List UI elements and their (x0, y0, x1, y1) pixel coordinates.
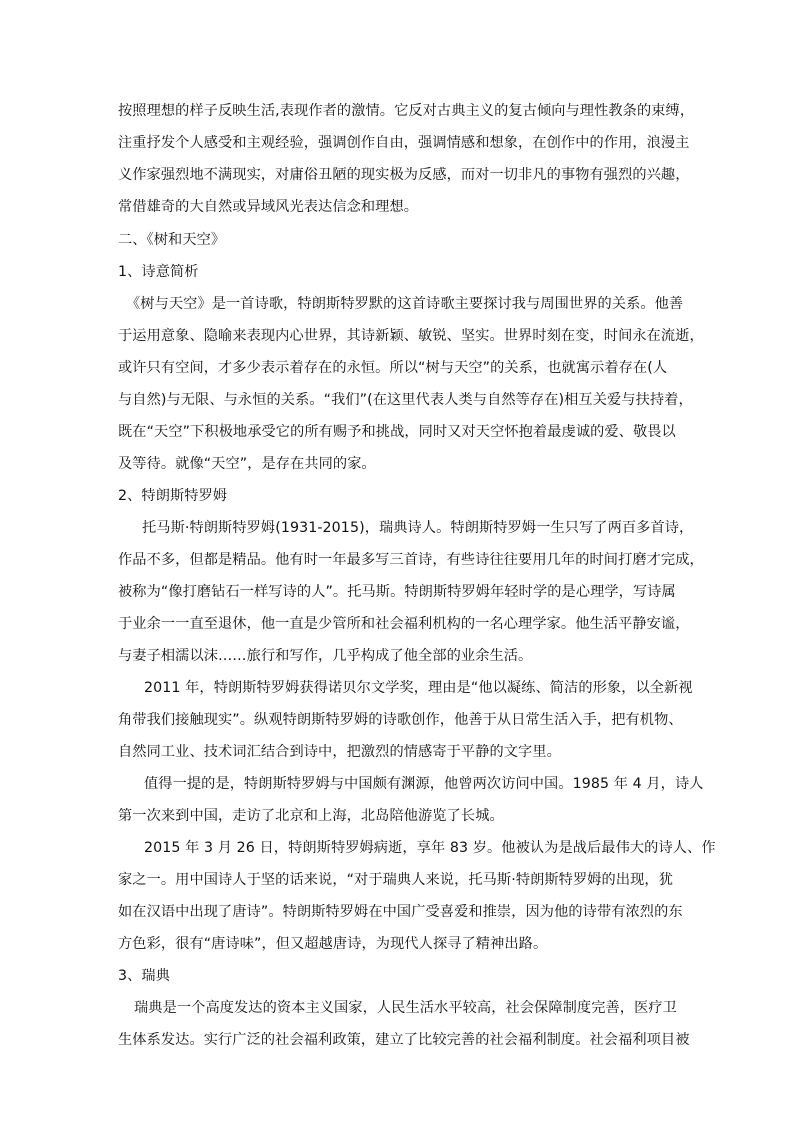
paragraph-romanticism-line-3: 义作家强烈地不满现实，对庸俗丑陋的现实极为反感，而对一切非凡的事物有强烈的兴趣， (118, 167, 690, 183)
subheading-sweden: 3、瑞典 (118, 968, 170, 984)
paragraph-china-line-1: 值得一提的是，特朗斯特罗姆与中国颇有渊源，他曾两次访问中国。1985 年 4 月，诗人 (144, 776, 704, 792)
paragraph-poem-line-2: 于运用意象、隐喻来表现内心世界，其诗新颖、敏锐、坚实。世界时刻在变，时间永在流逝， (118, 328, 704, 344)
paragraph-china-line-2: 第一次来到中国，走访了北京和上海，北岛陪他游览了长城。 (118, 808, 504, 824)
paragraph-death-line-2: 家之一。用中国诗人于坚的话来说，“对于瑞典人来说，托马斯·特朗斯特罗姆的出现，犹 (118, 872, 673, 888)
paragraph-poem-line-5: 既在“天空”下积极地承受它的所有赐予和挑战，同时又对天空怀抱着最虔诚的爱、敬畏以 (118, 424, 676, 440)
paragraph-poem-line-4: 与自然)与无限、与永恒的关系。“我们”(在这里代表人类与自然等存在)相互关爱与扶持着， (118, 392, 693, 408)
paragraph-romanticism-line-2: 注重抒发个人感受和主观经验，强调创作自由，强调情感和想象，在创作中的作用，浪漫主 (118, 135, 690, 151)
paragraph-bio-line-5: 与妻子相濡以沫……旅行和写作，几乎构成了他全部的业余生活。 (118, 648, 533, 664)
paragraph-death-line-3: 如在汉语中出现了唐诗”。特朗斯特罗姆在中国广受喜爱和推崇，因为他的诗带有浓烈的东 (118, 904, 683, 920)
paragraph-romanticism-line-4: 常借雄奇的大自然或异域风光表达信念和理想。 (118, 199, 419, 215)
paragraph-bio-line-2: 作品不多，但都是精品。他有时一年最多写三首诗，有些诗往往要用几年的时间打磨才完成， (118, 552, 704, 568)
paragraph-death-line-1: 2015 年 3 月 26 日，特朗斯特罗姆病逝，享年 83 岁。他被认为是战后最伟大的诗人、作 (144, 840, 716, 856)
paragraph-romanticism-line-1: 按照理想的样子反映生活,表现作者的激情。它反对古典主义的复古倾向与理性教条的束缚， (118, 103, 695, 119)
paragraph-sweden-line-2: 生体系发达。实行广泛的社会福利政策，建立了比较完善的社会福利制度。社会福利项目被 (118, 1032, 690, 1048)
paragraph-poem-line-3: 或许只有空间，才多少表示着存在的永恒。所以“树与天空”的关系，也就寓示着存在(人 (118, 360, 668, 376)
paragraph-nobel-line-1: 2011 年，特朗斯特罗姆获得诺贝尔文学奖，理由是“他以凝练、简洁的形象，以全新视 (144, 680, 693, 696)
section-heading-tree-and-sky: 二、《树和天空》 (118, 232, 226, 248)
paragraph-bio-line-1: 托马斯·特朗斯特罗姆(1931-2015)，瑞典诗人。特朗斯特罗姆一生只写了两百多首诗， (142, 520, 694, 536)
paragraph-poem-line-6: 及等待。就像“天空”，是存在共同的家。 (118, 456, 376, 472)
paragraph-bio-line-3: 被称为“像打磨钻石一样写诗的人”。托马斯。特朗斯特罗姆年轻时学的是心理学，写诗属 (118, 584, 676, 600)
paragraph-bio-line-4: 于业余一一直至退休，他一直是少管所和社会福利机构的一名心理学家。他生活平静安谧， (118, 616, 690, 632)
paragraph-nobel-line-2: 角带我们接触现实”。纵观特朗斯特罗姆的诗歌创作，他善于从日常生活入手，把有机物、 (118, 712, 683, 728)
subheading-transtromer: 2、特朗斯特罗姆 (118, 488, 228, 504)
paragraph-sweden-line-1: 瑞典是一个高度发达的资本主义国家，人民生活水平较高，社会保障制度完善，医疗卫 (134, 1000, 677, 1016)
paragraph-poem-line-1: 《树与天空》是一首诗歌，特朗斯特罗默的这首诗歌主要探讨我与周围世界的关系。他善 (126, 296, 684, 312)
paragraph-nobel-line-3: 自然同工业、技术词汇结合到诗中，把激烈的情感寄于平静的文字里。 (118, 744, 561, 760)
subheading-poem-analysis: 1、诗意简析 (118, 264, 199, 280)
paragraph-death-line-4: 方色彩，很有“唐诗味”，但又超越唐诗，为现代人探寻了精神出路。 (118, 936, 548, 952)
